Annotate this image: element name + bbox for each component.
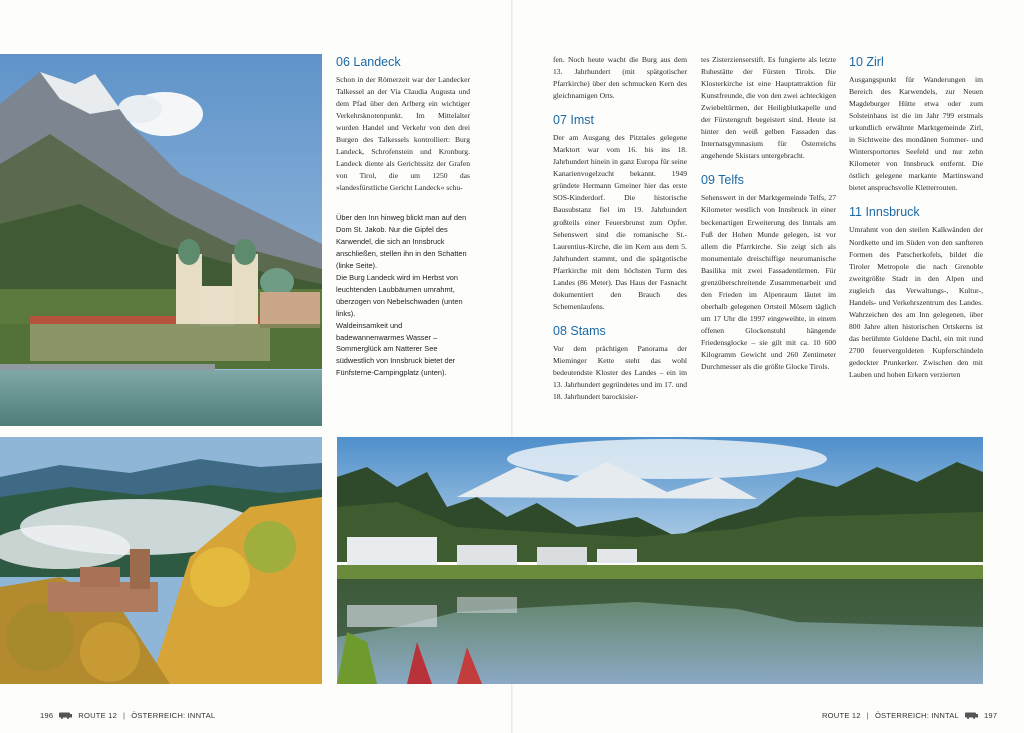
heading-telfs: 09 Telfs — [701, 173, 744, 188]
text-landeck: Schon in der Römerzeit war der Landecker Talkessel an der Via Claudia Augusta und dem Pfad über den Arlberg ein wichtiger Verkehrsknotenpunkt. Im Mittelalter wurden Handel und Verkehr von den drei Burgen des Talkessels kontrolliert: Burg Landeck, Schrofenstein und Kronburg. Landeck diente als Gerichtssitz der Grafen von Tirol, die um 1250 das »landesfürstliche Gericht Landeck« schu- — [336, 75, 470, 193]
caption-burg-landeck: Die Burg Landeck wird im Herbst von leuchtenden Laubbäumen umrahmt, überzogen von Nebelschwaden (unten links). — [336, 273, 463, 318]
column-landeck — [336, 52, 470, 379]
heading-imst: 07 Imst — [553, 113, 594, 128]
caption-natterer-see: Waldeinsamkeit und badewannenwarmes Wasser – Sommerglück am Natterer See südwestlich von Innsbruck bietet der Fünfsterne-Campingplatz (unten). — [336, 320, 456, 378]
heading-innsbruck: 11 Innsbruck — [849, 205, 920, 220]
text-stams-continued: tes Zisterzienserstift. Es fungierte als letzte Ruhestätte der Fürsten Tirols. Die Klosterkirche ist eine Hauptattraktion für Kunstfreunde, die von den zwei achteckigen Zwiebeltürmen, der Heiligblutkapelle und der Fürstengruft begeistert sind. Heute ist hinter den weiß gelben Fassaden das Internatsgymnasium für Österreichs angehende Skistars untergebracht. — [701, 55, 836, 161]
text-telfs: Sehenswert in der Marktgemeinde Telfs, 27 Kilometer westlich von Innsbruck in einer beckenartigen Erweiterung des Inntals am Fuß der Hohen Munde gelegen, ist vor allem die Pfarrkirche. Sie zeigt sich als monumentale dreischiffige neuromanische Basilika mit zwei Fassadentürmen. Für grenzüberschreitende Zusammenarbeit und den Frieden im Alpenraum läutet im oberhalb gelegenen Ortsteil Mösern täglich um 17 Uhr die 1997 eingeweihte, in einem offenen Glockenstuhl hängende Friedensglocke – sie gilt mit ca. 10 600 Kilogramm Gewicht und 260 Zentimeter Durchmesser als die größte Glocke Tirols. — [701, 193, 836, 372]
camper-van-icon — [59, 712, 72, 719]
column-telfs — [701, 54, 836, 373]
page-number-left: 196 — [40, 711, 54, 720]
innsbruck-cathedral-photo — [0, 54, 322, 426]
route-label-left: ROUTE 12 — [78, 711, 118, 720]
burg-landeck-autumn-photo — [0, 437, 322, 684]
folio-separator-left: | — [123, 711, 126, 720]
column-zirl-innsbruck — [849, 52, 983, 381]
route-label-right: ROUTE 12 — [822, 711, 861, 720]
text-stams: Vor dem prächtigen Panorama der Mieminger Kette steht das wohl bedeutendste Kloster des Landes – ein im 13. Jahrhundert gegründetes und im 17. und 18. Jahrhundert barockisier- — [553, 343, 687, 402]
folio-separator-right: | — [866, 711, 869, 720]
heading-landeck: 06 Landeck — [336, 55, 401, 69]
natterer-see-campsite-photo — [337, 437, 983, 684]
camper-van-icon — [965, 712, 978, 719]
text-zirl: Ausgangspunkt für Wanderungen im Bereich des Karwendels, zur Neuen Magdeburger Hütte etwa oder zum Solsteinhaus ist die im Jahr 799 erstmals urkundlich erwähnte Marktgemeinde Zirl, in Sichtweite des mondänen Sommer- und Wintersportortes Seefeld und nur zehn Kilometer von Innsbruck entfernt. Die östlich gelegene markante Martinswand bietet anspruchsvolle Kletterrouten. — [849, 75, 983, 193]
column-imst-stams — [553, 54, 687, 403]
heading-zirl: 10 Zirl — [849, 55, 884, 69]
region-label-right: ÖSTERREICH: INNTAL — [874, 711, 959, 720]
heading-stams: 08 Stams — [553, 323, 606, 338]
text-landeck-continued: fen. Noch heute wacht die Burg aus dem 13. Jahrhundert (mit spätgotischer Pfarrkirche) über den schmucken Kern des gleichnamigen Orts. — [553, 55, 687, 101]
caption-innsbruck-dom: Über den Inn hinweg blickt man auf den Dom St. Jakob. Nur die Gipfel des Karwendel, die sich an Innsbruck anschließen, stellen ihn in den Schatten (linke Seite). — [336, 213, 467, 271]
page-number-right: 197 — [983, 711, 998, 720]
text-innsbruck: Umrahmt von den steilen Kalkwänden der Nordkette und im Süden von den sanfteren Formen des Patscherkofels, bildet die Tiroler Metropole die nach Grenoble zweitgrößte Stadt in den Alpen und zugleich das Verwaltungs-, Kultur-, Handels- und Verkehrszentrum des Landes. Wahrzeichen des am Inn gelegenen, über 800 Jahre alten historischen Ortskerns ist das berühmte Goldene Dachl, ein mit rund 2700 feuervergoldeten Kupferschindeln gedeckter Prunkerker. Zwischen den mit Lauben und hohen Erkern verzierten — [849, 225, 983, 380]
region-label-left: ÖSTERREICH: INNTAL — [131, 711, 216, 720]
folio-right — [822, 711, 997, 720]
folio-left — [40, 711, 215, 720]
text-imst: Der am Ausgang des Pitztales gelegene Marktort war vom 16. bis ins 18. Jahrhundert hinein in ganz Europa für seine Kanarienvogelzucht bekannt. 1949 gründete Hermann Gmeiner hier das erste SOS-Kinderdorf. Die historische Bausubstanz fiel im 19. Jahrhundert großteils einer Feuersbrunst zum Opfer. Sehenswert sind die romanische St.-Laurentius-Kirche, die im Kern aus dem 5. Jahrhundert stammt, und die spätgotische Pfarrkirche mit dem höchsten Turm des Landes (86 Meter). Das Haus der Fasnacht dokumentiert den Brauch des Schemenlaufens. — [553, 133, 687, 311]
